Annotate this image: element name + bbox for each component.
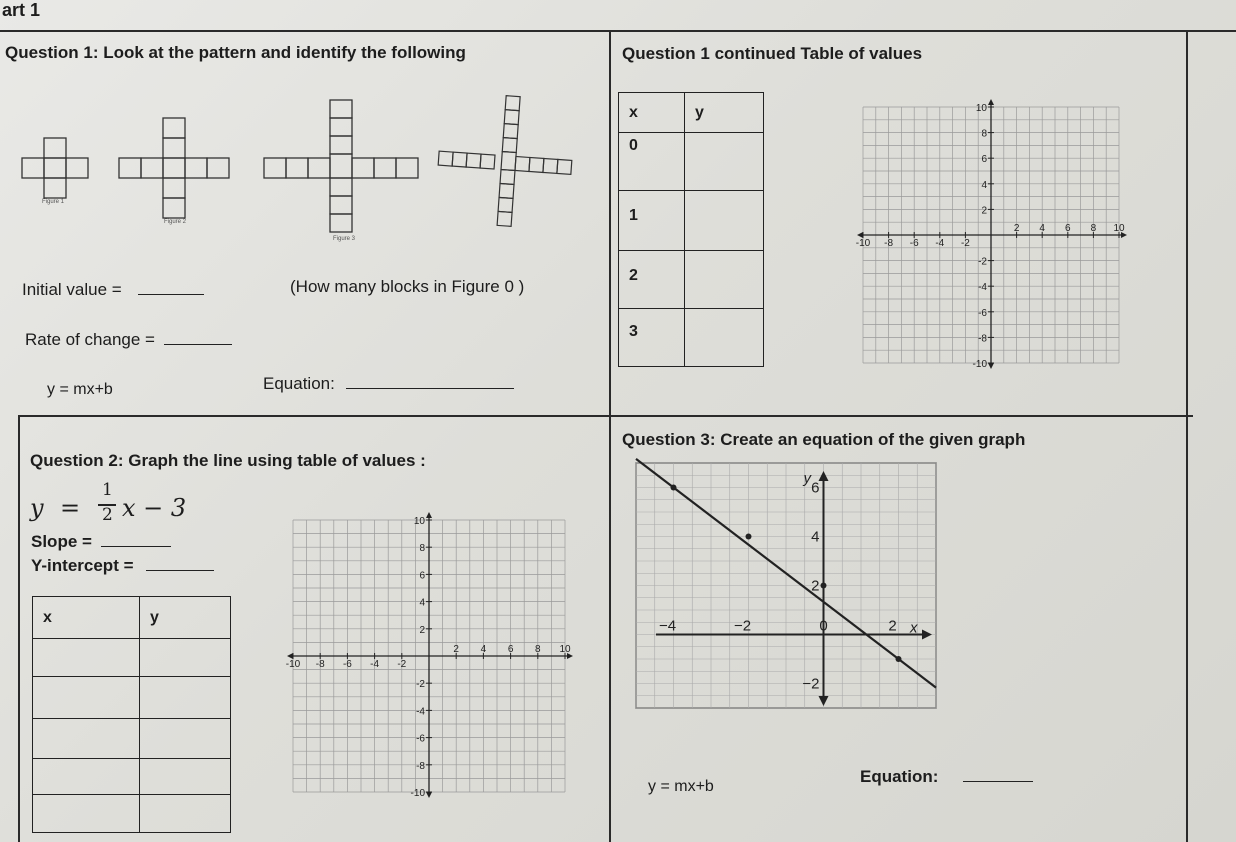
eq-rest: x − 3 [122,494,187,522]
y-tick-label: -8 [978,333,987,345]
y-tick-label: 10 [975,103,987,114]
q1c-x-cell: 3 [619,309,685,367]
q1c-x-cell: 1 [619,191,685,251]
x-tick-label: 8 [535,644,541,655]
frame-right-edge [1186,30,1188,842]
y-intercept-label: Y-intercept = [31,556,214,576]
y-tick-label: 2 [419,624,425,636]
x-tick-label: -4 [370,659,380,670]
q1c-coordinate-grid[interactable] [845,95,1145,370]
q2-x-cell[interactable] [33,759,140,795]
x-tick-label: 6 [1065,223,1071,234]
q1c-title: Question 1 continued Table of values [622,44,923,63]
q2-x-cell[interactable] [33,639,140,677]
frame-left-edge [18,415,20,842]
frame-middle-line [18,415,1193,417]
y-axis-arrow-down [819,696,829,706]
y-tick-label: 6 [811,479,820,497]
data-point [746,534,752,540]
x-tick-label: 10 [559,644,571,655]
y-tick-label: 6 [419,570,425,582]
initial-value-hint: (How many blocks in Figure 0 ) [290,277,525,296]
data-point [671,485,677,491]
x-tick-label: 8 [1090,223,1097,234]
eq-y: y [30,494,44,522]
x-tick-label: -8 [315,659,325,670]
graph-grid [636,463,936,708]
x-axis-label: x [910,619,918,637]
y-tick-label: -4 [416,706,425,718]
eq-denominator: 2 [102,505,113,525]
figure-2 [119,118,229,218]
q1c-table [618,92,764,367]
y-tick-label: -4 [978,282,987,294]
frame-top-line [0,30,1236,32]
y-tick-label: 4 [419,597,425,609]
q2-y-cell[interactable] [140,639,231,677]
q1c-x-cell: 0 [619,133,685,191]
y-tick-label: 6 [981,154,987,166]
x-tick-label: 4 [480,644,487,655]
q1-equation-blank[interactable] [346,388,514,389]
figure-2-label: Figure 2 [164,219,187,225]
q2-table [32,596,231,833]
q2-x-cell[interactable] [33,719,140,759]
q2-y-cell[interactable] [140,759,231,795]
x-tick-label: 2 [888,617,897,635]
y-tick-label: 4 [811,528,820,546]
y-tick-label: 8 [981,128,987,140]
x-tick-label: 10 [1113,223,1125,234]
y-axis-label: y [803,470,811,487]
initial-value-blank[interactable] [138,294,204,295]
q1c-y-cell[interactable] [685,133,764,191]
y-tick-label: 8 [419,543,425,555]
y-tick-label: -6 [416,733,425,745]
eq-equals: = [60,494,81,522]
q1c-header-y: y [685,93,764,133]
q1c-y-cell[interactable] [685,191,764,251]
x-tick-label: 2 [453,644,459,655]
figure-3 [264,100,418,232]
q1c-header-x: x [619,93,685,133]
y-tick-label: -10 [410,788,425,799]
frame-vertical-divider [609,30,611,842]
y-tick-label: -6 [978,307,987,319]
y-tick-label: -8 [416,760,425,772]
figure-3-label: Figure 3 [333,236,356,242]
block-pattern-figures [0,90,600,290]
q2-coordinate-grid[interactable] [285,508,585,799]
y-tick-label: -10 [972,359,987,370]
x-tick-label: -10 [855,238,871,249]
q3-equation-label: Equation: [860,767,1033,787]
data-point [896,656,902,662]
x-tick-label: 6 [507,644,514,655]
q2-y-cell[interactable] [140,719,231,759]
y-axis-arrow-up [426,512,432,518]
y-tick-label: 2 [981,205,987,217]
x-tick-label: 2 [1013,223,1020,234]
rate-of-change-blank[interactable] [164,344,232,345]
y-axis-arrow-up [819,471,829,481]
x-tick-label: -6 [909,238,919,249]
y-intercept-blank[interactable] [146,570,214,571]
y-tick-label: −2 [802,675,820,693]
x-tick-label: -4 [935,238,945,249]
q3-equation-blank[interactable] [963,781,1033,782]
y-tick-label: -2 [416,679,425,691]
slope-label: Slope = [31,532,171,552]
x-tick-label: -6 [342,659,352,670]
y-tick-label: -2 [978,256,987,268]
x-tick-label: 0 [819,617,828,635]
q3-slope-intercept-form: y = mx+b [648,778,714,795]
y-tick-label: 2 [811,577,820,595]
figure-4 [434,91,576,230]
y-axis-arrow-up [988,99,994,105]
part-label: art 1 [2,0,41,20]
figure-1 [22,138,88,198]
q2-x-cell[interactable] [33,795,140,833]
q2-header-x: x [33,597,140,639]
q1-equation-label: Equation: [263,374,514,394]
y-tick-label: 4 [981,179,987,191]
q2-x-cell[interactable] [33,677,140,719]
slope-blank[interactable] [101,546,171,547]
q2-y-cell[interactable] [140,677,231,719]
eq-numerator: 1 [102,480,113,500]
x-axis-arrow [922,630,932,640]
q3-title: Question 3: Create an equation of the given graph [622,430,1026,449]
figure-1-label: Figure 1 [42,199,65,205]
x-tick-label: -2 [960,238,970,249]
x-tick-label: −2 [733,617,752,635]
x-tick-label: −4 [658,617,677,635]
q1c-y-cell[interactable] [685,309,764,367]
y-tick-label: 10 [413,516,425,527]
q1-title: Question 1: Look at the pattern and identify the following [5,43,466,62]
q1-slope-intercept-form: y = mx+b [47,381,113,398]
q2-header-y: y [140,597,231,639]
q2-title: Question 2: Graph the line using table of values : [30,451,426,470]
data-point [821,583,827,589]
initial-value-label: Initial value = [22,280,204,300]
q1c-x-cell: 2 [619,251,685,309]
rate-of-change-label: Rate of change = [25,330,232,350]
x-tick-label: -10 [285,659,301,670]
x-tick-label: 4 [1039,223,1045,234]
x-tick-label: -2 [397,659,407,670]
q1c-y-cell[interactable] [685,251,764,309]
q3-line-graph [636,463,936,708]
x-tick-label: -8 [884,238,894,249]
q2-y-cell[interactable] [140,795,231,833]
